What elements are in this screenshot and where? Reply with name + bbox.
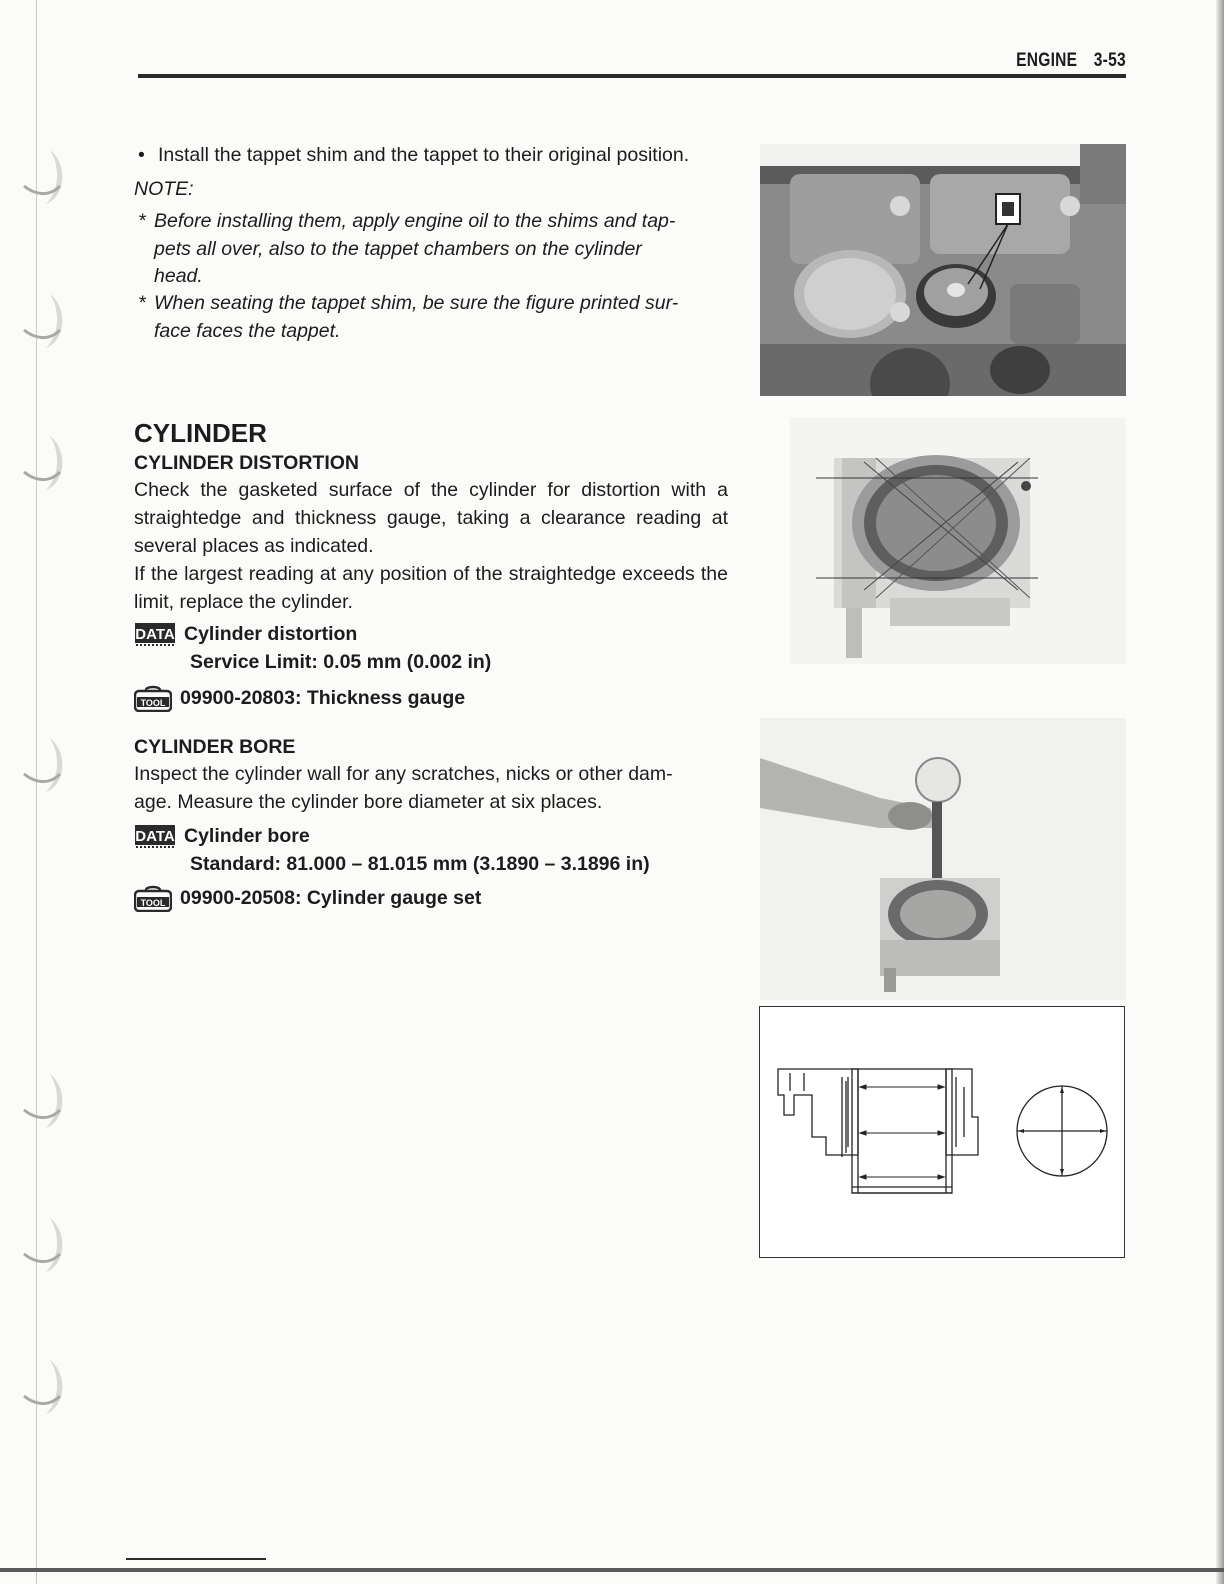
bore-spec-value: Standard: 81.000 – 81.015 mm (3.1890 – 3.1896 in) [190,853,650,875]
distortion-heading: CYLINDER DISTORTION [134,452,359,474]
distortion-photo [790,418,1126,664]
header-label: ENGINE 3-53 [1016,50,1126,71]
note-line: pets all over, also to the tappet chambers on the cylinder [154,237,642,260]
distortion-paragraph: Check the gasketed surface of the cylinder for distortion with a straightedge and thickness gauge, taking a clearance reading at several places as indicated. [134,479,728,557]
bore-paragraph-line: Inspect the cylinder wall for any scratches, nicks or other dam- [134,763,673,785]
note-line: face faces the tappet. [154,319,341,342]
bore-spec [134,822,650,878]
distortion-tool [134,684,465,712]
tool-icon [134,884,172,912]
binder-ring-icon [20,432,66,494]
distortion-spec-label: Cylinder distortion [184,623,358,645]
bore-paragraph-line: age. Measure the cylinder bore diameter at six places. [134,791,603,813]
bore-paragraph [134,760,728,816]
page-header [138,48,1126,78]
tool-icon [134,684,172,712]
note-line: Before installing them, apply engine oil to the shims and tap- [154,210,676,232]
binder-ring-icon [20,1356,66,1418]
note-item: * Before installing them, apply engine oil to the shims and tap- pets all over, also to the tappet chambers on the cylinder head. [138,208,730,291]
bore-gauge-photo [760,718,1126,1000]
data-icon [134,823,176,849]
binder-edge [0,0,80,1584]
bore-tool [134,884,481,912]
svg-text:TOOL: TOOL [140,698,166,708]
note-line: head. [154,265,203,287]
binder-ring-icon [20,290,66,352]
bore-tool-label: 09900-20508: Cylinder gauge set [180,887,482,909]
svg-text:DATA: DATA [135,828,175,845]
distortion-spec [134,620,491,676]
tappet-photo [760,144,1126,396]
svg-text:TOOL: TOOL [140,898,166,908]
bottom-mark [126,1558,266,1560]
svg-text:DATA: DATA [135,626,175,643]
note-label: NOTE: [134,178,194,200]
bore-measurement-diagram [759,1006,1125,1258]
bottom-rule [0,1568,1224,1572]
distortion-limit-paragraph: If the largest reading at any position of the straightedge exceeds the limit, replace the cylinder. [134,563,728,613]
install-bullet: • Install the tappet shim and the tappet to their original position. [138,144,690,166]
distortion-spec-value: Service Limit: 0.05 mm (0.002 in) [190,651,492,673]
page-edge [1216,0,1224,1584]
note-item: * When seating the tappet shim, be sure the figure printed sur- face faces the tappet. [138,290,730,345]
section-title: CYLINDER [134,418,267,448]
header-rule [138,74,1126,78]
binder-ring-icon [20,734,66,796]
data-icon [134,621,176,647]
binder-ring-icon [20,146,66,208]
distortion-tool-label: 09900-20803: Thickness gauge [180,687,466,709]
note-line: When seating the tappet shim, be sure the figure printed sur- [154,292,679,314]
bore-heading: CYLINDER BORE [134,736,296,758]
binder-ring-icon [20,1070,66,1132]
bore-spec-label: Cylinder bore [184,825,310,847]
binder-ring-icon [20,1214,66,1276]
